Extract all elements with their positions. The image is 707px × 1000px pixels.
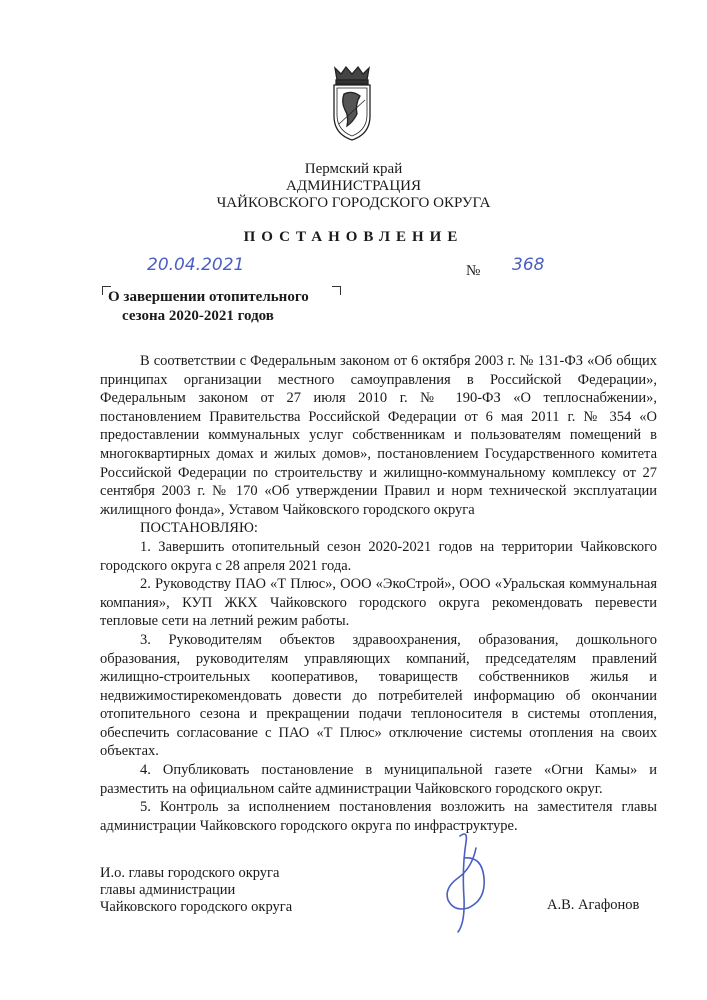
list-item: 4. Опубликовать постановление в муниципальной газете «Огни Камы» и разместить на официальном сайте администрации Чайковского городского округ. bbox=[100, 762, 657, 797]
list-item: 5. Контроль за исполнением постановления возложить на заместителя главы администрации Чайковского городского округа по инфраструктуре. bbox=[100, 799, 657, 834]
list-item: 1. Завершить отопительный сезон 2020-2021 годов на территории Чайковского городского округа с 28 апреля 2021 года. bbox=[100, 538, 657, 574]
signatory-name: А.В. Агафонов bbox=[547, 897, 640, 913]
document-date: 20.04.2021 bbox=[147, 255, 245, 275]
signatory-line2: главы администрации bbox=[100, 882, 236, 898]
signatory-title bbox=[100, 865, 292, 916]
list-item: 3. Руководителям объектов здравоохранения, образования, дошкольного образования, руководителям управляющих компаний, председателям правлений жилищно-строительных кооперативов, товариществ собственников жилья и недвижимостирекомендовать довести до потребителей информацию об окончании отопительного сезона и прекращении подачи теплоносителя в системы отопления, обеспечить согласование с ПАО «Т Плюс» отключение системы отопления на своих объектах. bbox=[100, 631, 657, 760]
number-label: № bbox=[466, 263, 481, 279]
decree-word: ПОСТАНОВЛЯЮ: bbox=[140, 520, 258, 537]
coat-of-arms-emblem bbox=[327, 64, 377, 142]
preamble-paragraph: В соответствии с Федеральным законом от 6 октября 2003 г. № 131-ФЗ «Об общих принципах организации местного самоуправления в Российской Федерации», Федеральным законом от 27 июля 2010 г. № 190-ФЗ «О теплоснабжении», постановлением Правительства Российской Федерации от 6 мая 2011 г. № 354 «О предоставлении коммунальных услуг собственникам и пользователям помещений в многоквартирных домах и жилых домов», постановлением Государственного комитета Российской Федерации по строительству и жилищно-коммунальному комплексу от 27 сентября 2003 г. № 170 «Об утверждении Правил и норм технической эксплуатации жилищного фонда», Уставом Чайковского городского округа bbox=[100, 353, 657, 518]
document-type-title: ПОСТАНОВЛЕНИЕ bbox=[243, 229, 464, 245]
subject-line2: сезона 2020-2021 годов bbox=[122, 308, 274, 324]
signatory-line1: И.о. главы городского округа bbox=[100, 865, 280, 881]
signatory-line3: Чайковского городского округа bbox=[100, 899, 293, 915]
handwritten-signature bbox=[438, 828, 500, 938]
list-item: 2. Руководству ПАО «Т Плюс», ООО «ЭкоСтрой», ООО «Уральская коммунальная компания», КУП ЖКХ Чайковского городского округа рекомендовать перевести тепловые сети на летний режим работы. bbox=[100, 576, 657, 630]
subject-line1: О завершении отопительного bbox=[108, 289, 309, 305]
subject-corner-right bbox=[332, 286, 341, 295]
org-name-line2: ЧАЙКОВСКОГО ГОРОДСКОГО ОКРУГА bbox=[216, 195, 491, 211]
org-name-line1: АДМИНИСТРАЦИЯ bbox=[286, 178, 421, 194]
document-body bbox=[100, 352, 657, 835]
document-subject bbox=[108, 288, 309, 326]
region-name: Пермский край bbox=[304, 161, 403, 177]
document-number: 368 bbox=[512, 255, 545, 275]
